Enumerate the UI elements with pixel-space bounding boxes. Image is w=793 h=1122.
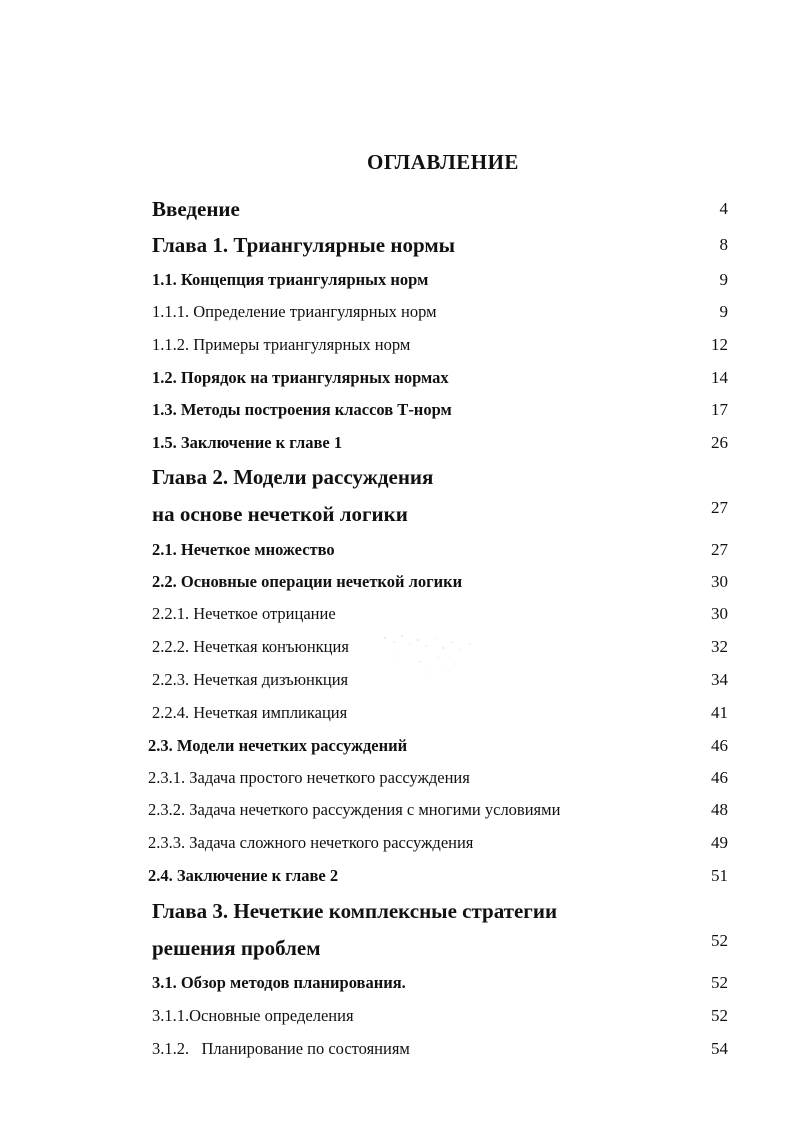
toc-subsection-2-2-1: 2.2.1. Нечеткое отрицание [152, 604, 336, 623]
toc-chapter-2-line-2: на основе нечеткой логики [152, 502, 408, 526]
toc-chapter-2-line-1: Глава 2. Модели рассуждения [152, 465, 434, 489]
toc-page-number: 30 [711, 604, 728, 623]
toc-subsection-2-3-3: 2.3.3. Задача сложного нечеткого рассуждения [148, 833, 474, 852]
toc-entry-intro: Введение [152, 197, 240, 221]
toc-page-number: 52 [711, 973, 728, 992]
toc-chapter-3-line-2: решения проблем [152, 936, 321, 960]
toc-page-number: 49 [711, 833, 728, 852]
toc-subsection-3-1-2: 3.1.2. Планирование по состояниям [152, 1039, 410, 1058]
toc-section-1-2: 1.2. Порядок на триангулярных нормах [152, 368, 449, 387]
toc-section-2-3: 2.3. Модели нечетких рассуждений [148, 736, 408, 755]
toc-subsection-2-2-2: 2.2.2. Нечеткая конъюнкция [152, 637, 349, 656]
toc-page-number: 52 [711, 1006, 728, 1025]
toc-page-number: 26 [711, 433, 728, 452]
toc-page-number: 12 [711, 335, 728, 354]
page-title: ОГЛАВЛЕНИЕ [367, 150, 519, 174]
scan-artifact [380, 632, 480, 676]
toc-section-2-1: 2.1. Нечеткое множество [152, 540, 335, 559]
toc-page-number: 9 [719, 302, 728, 321]
toc-page-number: 4 [719, 199, 728, 218]
toc-section-1-5: 1.5. Заключение к главе 1 [152, 433, 343, 452]
toc-section-2-2: 2.2. Основные операции нечеткой логики [152, 572, 463, 591]
toc-page-number: 8 [719, 235, 728, 254]
toc-subsection-2-2-4: 2.2.4. Нечеткая импликация [152, 703, 348, 722]
toc-subsection-2-3-2: 2.3.2. Задача нечеткого рассуждения с многими условиями [148, 800, 561, 819]
toc-page-number: 51 [711, 866, 728, 885]
toc-chapter-1: Глава 1. Триангулярные нормы [152, 233, 456, 257]
toc-page-number: 14 [711, 368, 728, 387]
toc-page-number: 27 [711, 498, 728, 517]
toc-page-number: 9 [719, 270, 728, 289]
toc-page-number: 27 [711, 540, 728, 559]
toc-page-number: 46 [711, 768, 728, 787]
toc-page-number: 32 [711, 637, 728, 656]
toc-section-1-1: 1.1. Концепция триангулярных норм [152, 270, 429, 289]
toc-subsection-2-3-1: 2.3.1. Задача простого нечеткого рассуждения [148, 768, 470, 787]
toc-page-number: 52 [711, 931, 728, 950]
toc-page-number: 17 [711, 400, 728, 419]
toc-subsection-1-1-1: 1.1.1. Определение триангулярных норм [152, 302, 437, 321]
toc-subsection-2-2-3: 2.2.3. Нечеткая дизъюнкция [152, 670, 349, 689]
toc-page-number: 34 [711, 670, 728, 689]
toc-page-number: 46 [711, 736, 728, 755]
toc-page-number: 30 [711, 572, 728, 591]
toc-chapter-3-line-1: Глава 3. Нечеткие комплексные стратегии [152, 899, 558, 923]
toc-page-number: 48 [711, 800, 728, 819]
toc-subsection-1-1-2: 1.1.2. Примеры триангулярных норм [152, 335, 411, 354]
toc-section-1-3: 1.3. Методы построения классов Т-норм [152, 400, 452, 419]
toc-section-3-1: 3.1. Обзор методов планирования. [152, 973, 406, 992]
toc-subsection-3-1-1: 3.1.1.Основные определения [152, 1006, 354, 1025]
toc-section-2-4: 2.4. Заключение к главе 2 [148, 866, 339, 885]
toc-page-number: 41 [711, 703, 728, 722]
toc-page-number: 54 [711, 1039, 728, 1058]
